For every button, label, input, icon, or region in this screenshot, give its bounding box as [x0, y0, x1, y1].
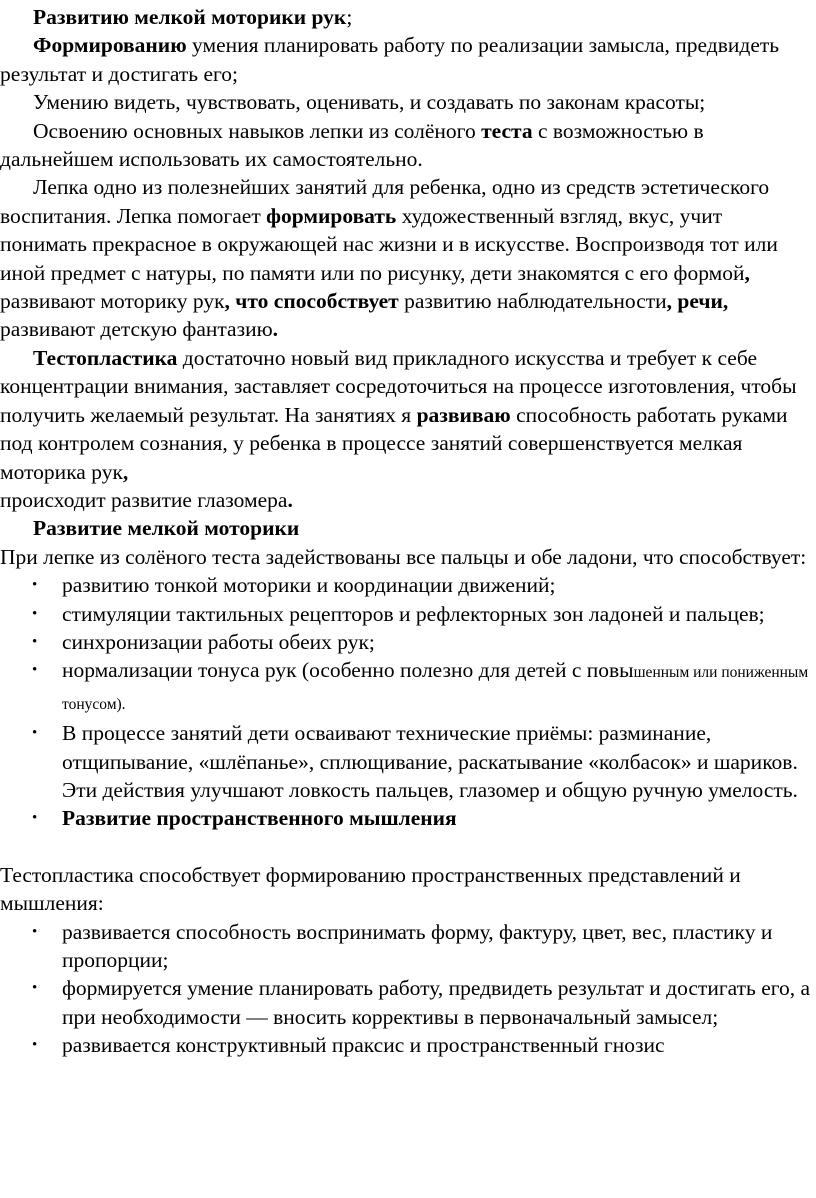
bold-text: теста — [481, 118, 533, 143]
list-item-text: формируется умение планировать работу, предвидеть результат и достигать его, а при необходимости — вносить коррективы в первоначальный замысел; — [62, 976, 811, 1029]
text: Освоению основных навыков лепки из солёного — [33, 118, 482, 143]
paragraph-goal-beauty — [0, 88, 812, 116]
bold-text: , — [122, 459, 129, 484]
text: художественный взгляд, вкус, учит понимать прекрасное в окружающей нас жизни и в искусстве. Воспроизводя тот или иной предмет с натуры, по памяти или по рисунку, дети знакомятся с его формой — [0, 203, 778, 285]
text: ; — [346, 5, 353, 29]
text: Лепка одно из полезнейших занятий для ребенка, одно из средств эстетического воспитания. Лепка помогает — [0, 175, 770, 228]
text: способность работать руками под контролем сознания, у ребенка в процессе занятий совершенствуется мелкая моторика рук — [0, 402, 788, 484]
text: развитию наблюдательности — [398, 289, 667, 314]
paragraph-modeling — [0, 173, 812, 343]
blank-line — [0, 833, 812, 861]
list-item-heading — [0, 804, 812, 832]
bullet-icon: • — [32, 923, 38, 940]
list-item-text: развивается конструктивный праксис и пространственный гнозис — [62, 1033, 665, 1058]
paragraph-goal-dough — [0, 117, 812, 174]
bullet-icon: • — [32, 1037, 38, 1054]
text: достаточно новый вид прикладного искусства и требует к себе концентрации внимания, заставляет сосредоточиться на процессе изготовления, чтобы получить желаемый результат. На занятиях я — [0, 345, 797, 427]
list-item-text: развитию тонкой моторики и координации движений; — [62, 573, 556, 598]
bold-text: формировать — [266, 203, 397, 228]
list-item — [0, 600, 812, 628]
bullet-icon: • — [32, 662, 38, 679]
bullet-icon: • — [32, 577, 38, 594]
list-item — [0, 974, 812, 1031]
text: развивают детскую фантазию — [0, 317, 273, 342]
bold-text: развиваю — [416, 402, 511, 427]
bullet-icon: • — [32, 633, 38, 650]
list-item — [0, 571, 812, 599]
text: с возможностью в дальнейшем использовать их самостоятельно. — [0, 118, 704, 172]
bold-text: Тестопластика — [33, 345, 178, 370]
bullet-icon: • — [32, 810, 38, 827]
list-item — [0, 656, 812, 719]
heading-text: Развитие мелкой моторики — [33, 516, 300, 541]
list-item — [0, 1031, 812, 1059]
paragraph-goal-motor — [0, 3, 812, 31]
list-item-text: стимуляции тактильных рецепторов и рефлекторных зон ладоней и пальцев; — [62, 601, 765, 626]
bold-text: Развитию мелкой моторики рук — [33, 5, 347, 29]
text: Умению видеть, чувствовать, оценивать, и создавать по законам красоты; — [33, 90, 706, 115]
bold-text: , — [744, 260, 750, 285]
bold-text: . — [287, 487, 293, 512]
bold-text: . — [272, 317, 279, 342]
bullet-icon: • — [32, 725, 38, 742]
list-item-small-text: шенным или пониженным тонусом). — [62, 664, 809, 713]
bullet-icon: • — [32, 605, 38, 622]
text: происходит развитие глазомера — [0, 487, 288, 512]
text: развивают моторику рук — [0, 289, 225, 314]
paragraph-intro-list2: Тестопластика способствует формированию пространственных представлений и мышления: — [0, 862, 741, 916]
list-item — [0, 719, 812, 804]
list-item-text: синхронизации работы обеих рук; — [62, 629, 375, 654]
list-item — [0, 628, 812, 656]
bullet-list-spatial — [0, 918, 812, 1060]
bold-text: , речи, — [666, 289, 729, 314]
list-item-text: нормализации тонуса рук (особенно полезно для детей с повы — [62, 658, 634, 683]
list-item — [0, 918, 812, 975]
paragraph-intro-list1: При лепке из солёного теста задействованы все пальцы и обе ладони, что способствует: — [0, 544, 807, 569]
bullet-list-motor — [0, 571, 812, 833]
bold-text: Формированию — [33, 33, 187, 58]
section-heading-motor — [0, 514, 812, 542]
subheading-text: Развитие пространственного мышления — [62, 806, 457, 831]
bullet-icon: • — [32, 980, 38, 997]
paragraph-goal-planning — [0, 31, 812, 88]
bold-text: , что способствует — [224, 289, 399, 314]
paragraph-testoplastika — [0, 344, 812, 514]
text: умения планировать работу по реализации замысла, предвидеть результат и достигать его; — [0, 33, 780, 86]
list-item-text: развивается способность воспринимать форму, фактуру, цвет, вес, пластику и пропорции; — [62, 919, 773, 972]
list-item-text: В процессе занятий дети осваивают технические приёмы: разминание, отщипывание, «шлёпанье», сплющивание, раскатывание «колбасок» и шариков. Эти действия улучшают ловкость пальцев, глазомер и общую ручную умелость. — [62, 721, 798, 802]
